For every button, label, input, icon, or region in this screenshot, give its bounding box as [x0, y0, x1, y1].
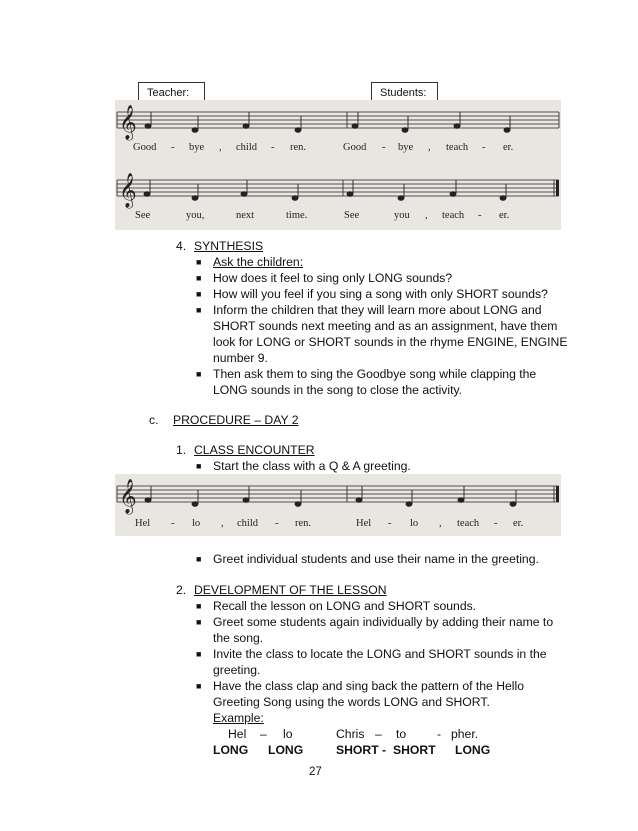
lyric: See	[135, 210, 151, 221]
procedure-heading: PROCEDURE – DAY 2	[173, 413, 299, 427]
example-rhythm: LONG	[268, 743, 304, 757]
lyric: -	[171, 518, 175, 529]
development-bullet: Recall the lesson on LONG and SHORT sounds.	[213, 599, 477, 613]
example-rhythm: SHORT	[393, 743, 436, 757]
lyric: teach	[446, 142, 469, 153]
lyric: See	[344, 210, 360, 221]
section-letter: c.	[149, 413, 159, 427]
encounter-heading: CLASS ENCOUNTER	[194, 443, 315, 457]
synthesis-bullet-line: LONG sounds in the song to close the activity.	[213, 383, 463, 397]
synthesis-bullet-line: number 9.	[213, 351, 268, 365]
lyric: ,	[425, 210, 428, 221]
bullet-icon: ■	[196, 273, 202, 283]
svg-text:𝄞: 𝄞	[119, 479, 137, 514]
example-syllable: pher.	[451, 727, 479, 741]
bullet-icon: ■	[196, 369, 202, 379]
lyric: child	[237, 518, 258, 529]
example-syllable: -	[437, 727, 442, 741]
example-label: Example:	[213, 711, 264, 725]
lyric: you	[394, 210, 410, 221]
bullet-icon: ■	[196, 305, 202, 315]
synthesis-bullet: How does it feel to sing only LONG sounds?	[213, 271, 453, 285]
lyric: bye	[189, 142, 205, 153]
development-bullet-line: the song.	[213, 631, 264, 645]
example-syllable: –	[260, 727, 267, 741]
item-number: 2.	[176, 583, 187, 597]
lyric: lo	[410, 518, 419, 529]
lyric: Hel	[356, 518, 372, 529]
lyric: teach	[442, 210, 465, 221]
development-bullet-line: Invite the class to locate the LONG and SHORT sounds in the	[213, 647, 547, 661]
bullet-icon: ■	[196, 257, 202, 267]
development-heading: DEVELOPMENT OF THE LESSON	[194, 583, 387, 597]
bullet-icon: ■	[196, 681, 202, 691]
example-rhythm: SHORT -	[336, 743, 387, 757]
lyric: -	[482, 142, 486, 153]
lyric: ren.	[295, 518, 312, 529]
lyric: -	[275, 518, 279, 529]
development-bullet-line: Have the class clap and sing back the pattern of the Hello	[213, 679, 524, 693]
lyric: -	[478, 210, 482, 221]
lyric: lo	[192, 518, 201, 529]
example-syllable: Chris	[336, 727, 365, 741]
example-rhythm: LONG	[213, 743, 249, 757]
svg-text:𝄞: 𝄞	[119, 105, 137, 140]
music-score-hello	[115, 474, 561, 536]
lyric: er.	[503, 142, 514, 153]
synthesis-bullet-line: Inform the children that they will learn more about LONG and	[213, 303, 542, 317]
bullet-icon: ■	[196, 289, 202, 299]
lyric: ,	[439, 518, 442, 529]
example-syllable: –	[375, 727, 382, 741]
lyric: Good	[133, 142, 157, 153]
lyric: -	[494, 518, 498, 529]
bullet-icon: ■	[196, 649, 202, 659]
synthesis-bullet: Ask the children:	[213, 255, 304, 269]
lyric: ,	[219, 142, 222, 153]
example-syllable: Hel	[228, 727, 247, 741]
development-bullet-line: Greeting Song using the words LONG and SHORT.	[213, 695, 490, 709]
lyric: time.	[286, 210, 308, 221]
example-syllable: lo	[283, 727, 293, 741]
lyric: Hel	[135, 518, 151, 529]
encounter-bullet: Start the class with a Q & A greeting.	[213, 459, 411, 473]
greet-note: Greet individual students and use their name in the greeting.	[213, 552, 539, 566]
lyric: er.	[513, 518, 524, 529]
page-number: 27	[309, 766, 322, 778]
item-number: 4.	[176, 239, 187, 253]
music-score-goodbye	[115, 100, 561, 230]
synthesis-bullet-line: look for LONG or SHORT sounds in the rhyme ENGINE, ENGINE	[213, 335, 568, 349]
bullet-icon: ■	[196, 617, 202, 627]
lyric: -	[388, 518, 392, 529]
example-syllable: to	[396, 727, 407, 741]
lyric: ,	[428, 142, 431, 153]
teacher-label: Teacher:	[138, 82, 205, 104]
synthesis-heading: SYNTHESIS	[194, 239, 264, 253]
lyric: er.	[499, 210, 510, 221]
synthesis-bullet: How will you feel if you sing a song with only SHORT sounds?	[213, 287, 548, 301]
development-bullet-line: greeting.	[213, 663, 261, 677]
synthesis-bullet-line: SHORT sounds next meeting and as an assignment, have them	[213, 319, 558, 333]
lyric: ren.	[290, 142, 307, 153]
lyric: -	[271, 142, 275, 153]
staff-notation-goodbye	[115, 100, 561, 230]
development-bullet-line: Greet some students again individually by adding their name to	[213, 615, 554, 629]
lyric: -	[382, 142, 386, 153]
synthesis-bullet-line: Then ask them to sing the Goodbye song while clapping the	[213, 367, 537, 381]
lyric: teach	[457, 518, 480, 529]
svg-text:𝄞: 𝄞	[119, 173, 137, 208]
bullet-icon: ■	[196, 554, 202, 564]
item-number: 1.	[176, 443, 187, 457]
lyric: Good	[343, 142, 367, 153]
lyric: ,	[221, 518, 224, 529]
example-rhythm: LONG	[455, 743, 491, 757]
bullet-icon: ■	[196, 461, 202, 471]
lyric: child	[236, 142, 257, 153]
lyric: you,	[186, 210, 205, 221]
lyric: next	[236, 210, 255, 221]
lyric: bye	[398, 142, 414, 153]
students-label: Students:	[371, 82, 438, 104]
bullet-icon: ■	[196, 601, 202, 611]
lyric: -	[171, 142, 175, 153]
